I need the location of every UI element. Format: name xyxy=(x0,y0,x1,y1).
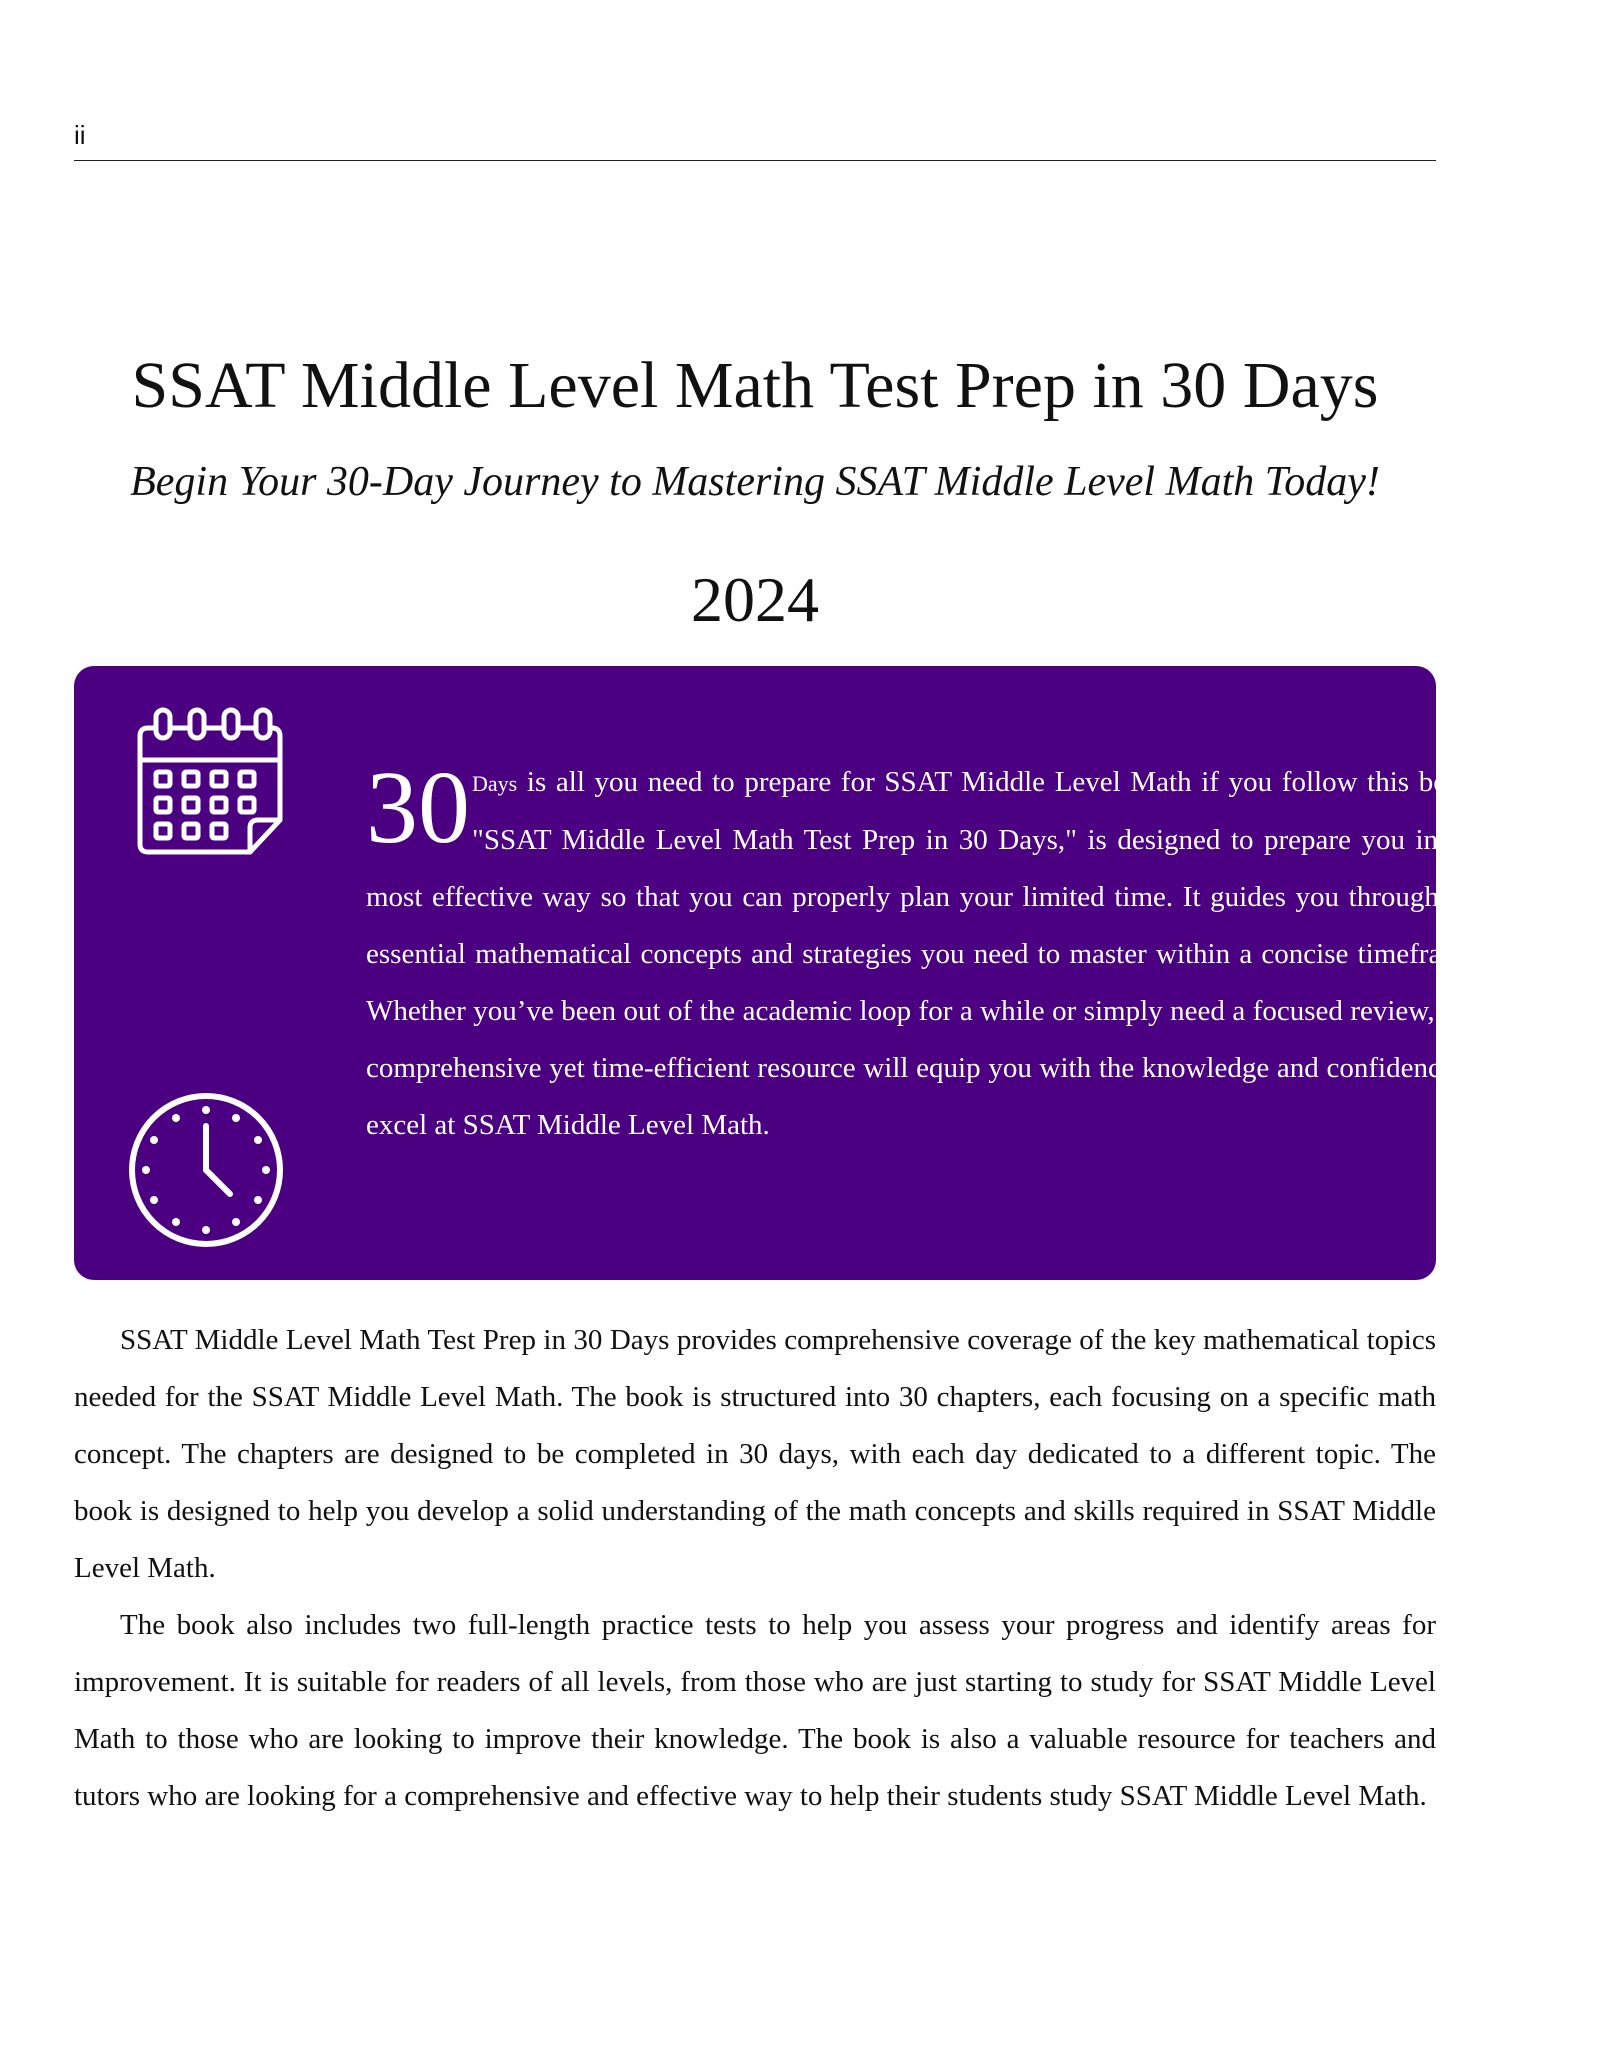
body-paragraph-2: The book also includes two full-length practice tests to help you assess your progress and identify areas for improvement. It is suitable for readers of all levels, from those who are just starting to study for SSAT Middle Level Math to those who are looking to improve their knowledge. The book is also a valuable resource for teachers and tutors who are looking for a comprehensive and effective way to help their students study SSAT Middle Level Math. xyxy=(74,1609,1436,1812)
running-header xyxy=(74,118,1436,161)
book-title: SSAT Middle Level Math Test Prep in 30 Days xyxy=(131,349,1379,422)
book-subtitle: Begin Your 30-Day Journey to Mastering SSAT Middle Level Math Today! xyxy=(130,459,1380,505)
promo-text: is all you need to prepare for SSAT Middle Level Math if you follow this book. "SSAT Middle Level Math Test Prep in 30 Days," is designed to prepare you in the most effective way so that you can properly plan your limited time. It guides you through the essential mathematical concepts and strategies you need to master within a concise timeframe. Whether you’ve been out of the academic loop for a while or simply need a focused review, this comprehensive yet time-efficient resource will equip you with the knowledge and confidence to excel at SSAT Middle Level Math. xyxy=(366,766,1484,1141)
page-number: ii xyxy=(74,120,86,150)
promo-box xyxy=(74,666,1484,1280)
drop-cap-rest: Days xyxy=(472,771,518,796)
body-paragraph-1: SSAT Middle Level Math Test Prep in 30 Days provides comprehensive coverage of the key mathematical topics needed for the SSAT Middle Level Math. The book is structured into 30 chapters, each focusing on a specific math concept. The chapters are designed to be completed in 30 days, with each day dedicated to a different topic. The book is designed to help you develop a solid understanding of the math concepts and skills required in SSAT Middle Level Math. xyxy=(74,1324,1436,1584)
calendar-icon xyxy=(132,700,288,858)
publication-year: 2024 xyxy=(691,564,819,635)
promo-paragraph xyxy=(366,750,1484,1154)
body-text xyxy=(74,1312,1436,1825)
clock-icon xyxy=(126,1090,286,1250)
drop-cap: 30 xyxy=(366,750,470,865)
